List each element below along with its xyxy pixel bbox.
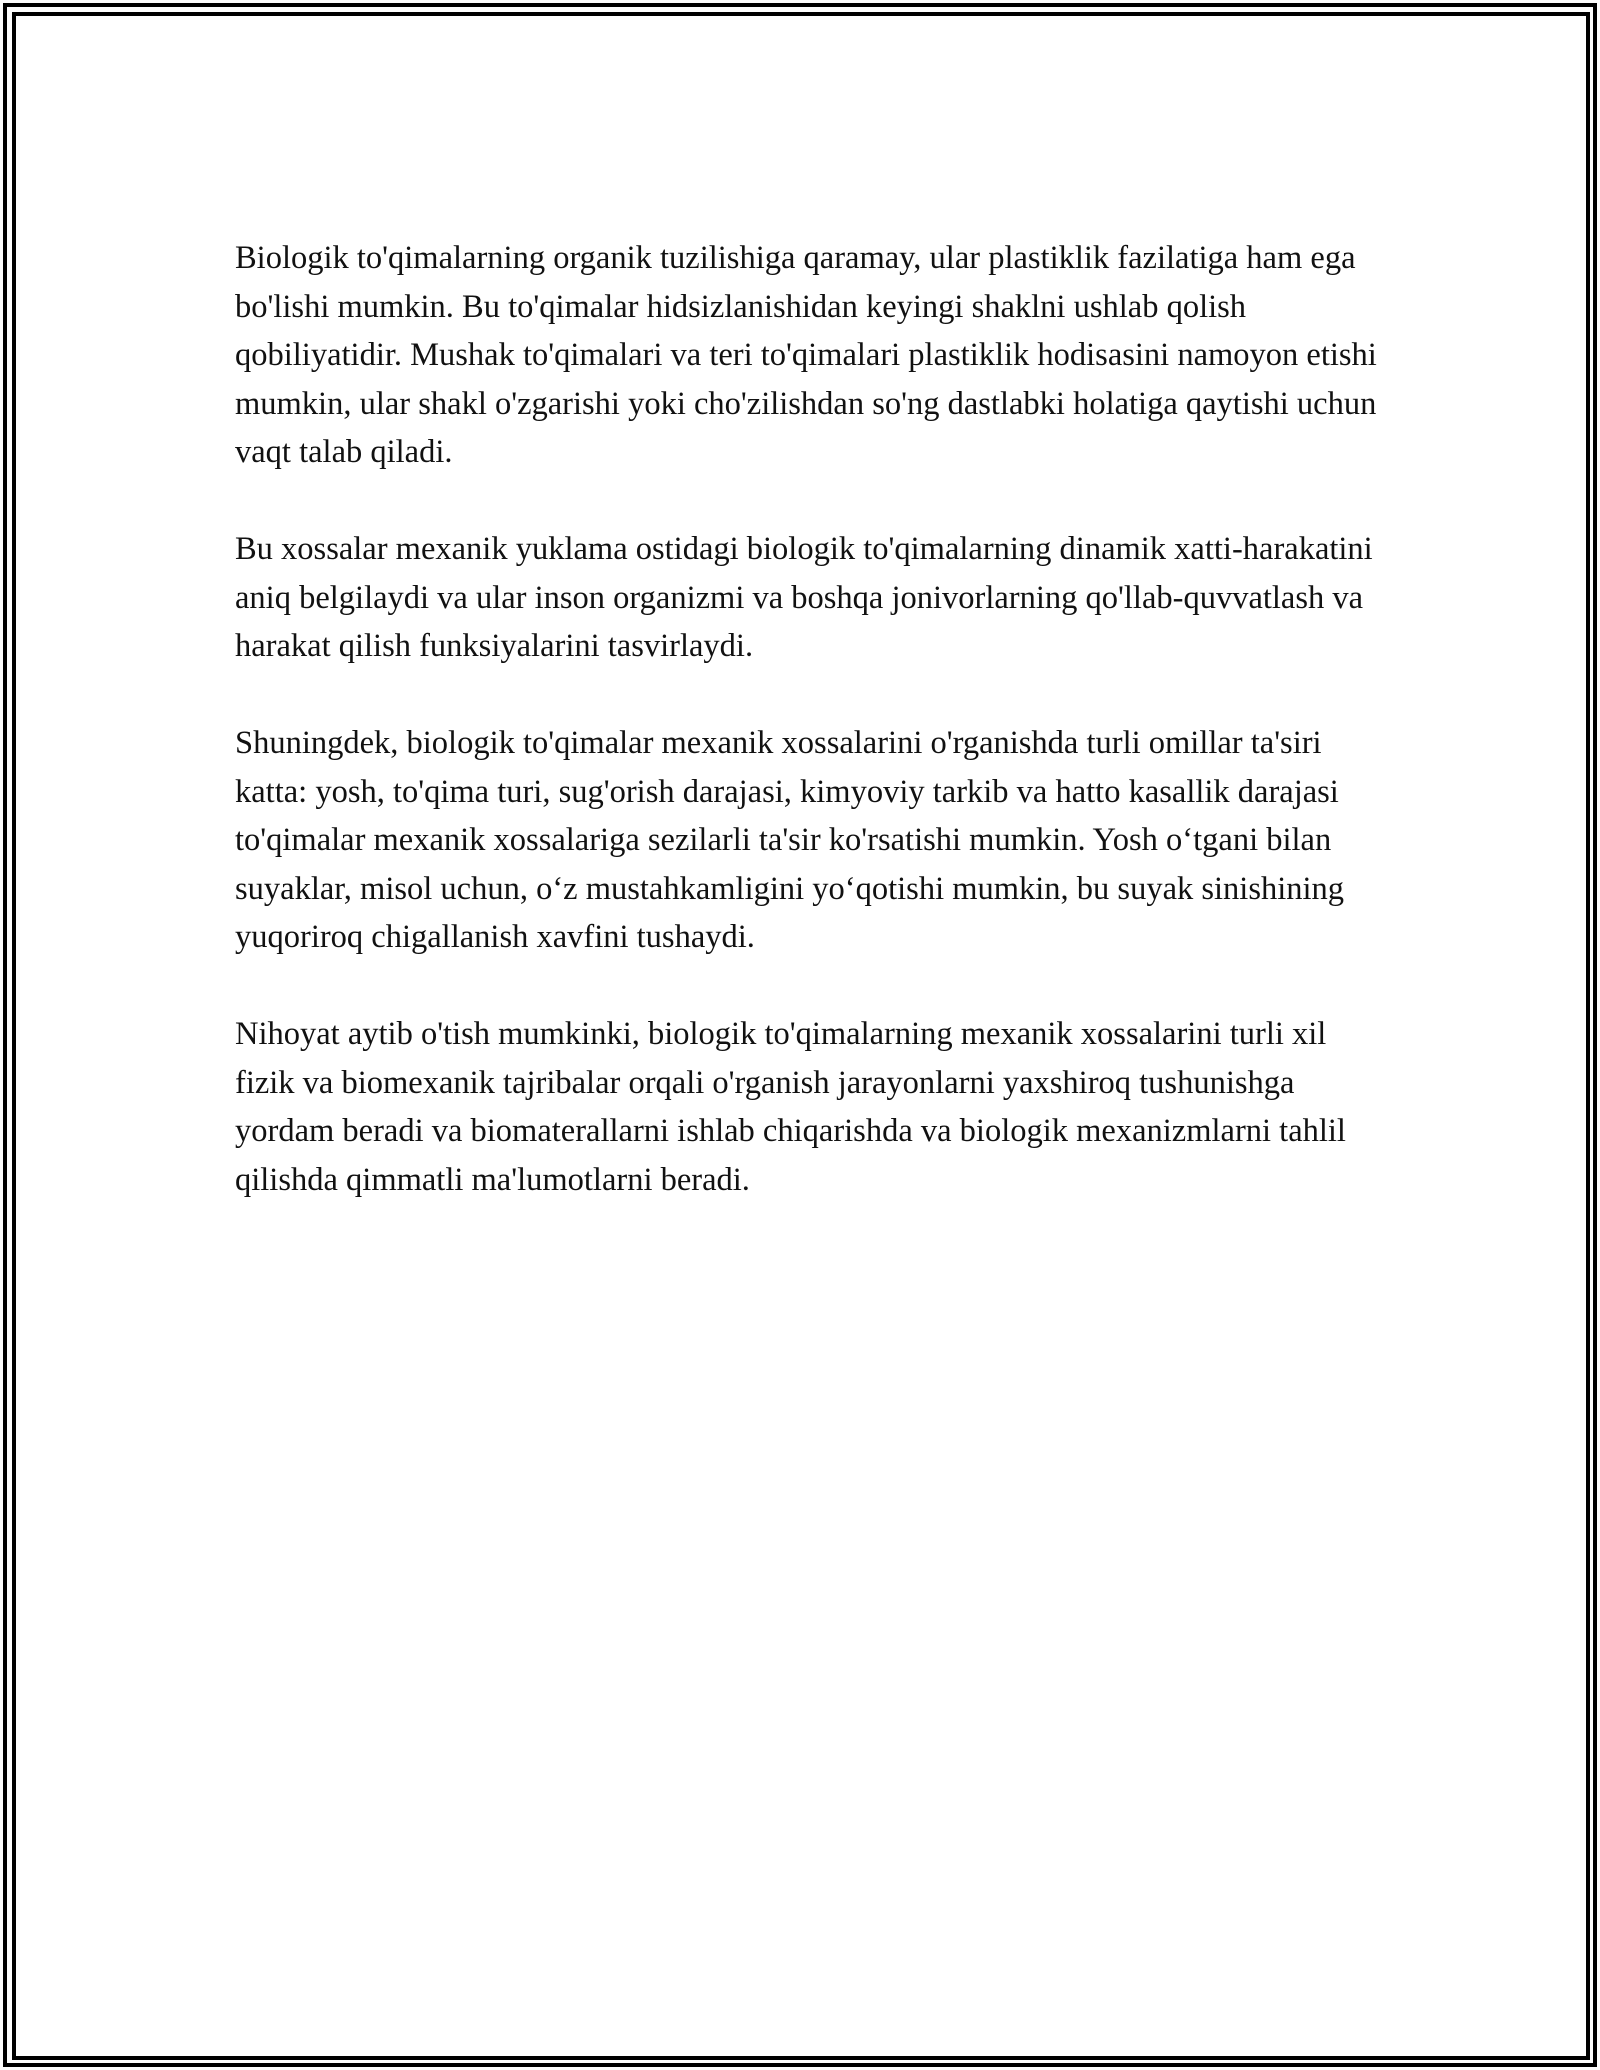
paragraph-1: Biologik to'qimalarning organik tuzilishiga qaramay, ular plastiklik fazilatiga ham ega bo'lishi mumkin. Bu to'qimalar hidsizlanishidan keyingi shaklni ushlab qolish qobiliyatidir. Mushak to'qimalari va teri to'qimalari plastiklik hodisasini namoyon etishi mumkin, ular shakl o'zgarishi yoki cho'zilishdan so'ng dastlabki holatiga qaytishi uchun vaqt talab qiladi. xyxy=(235,240,1377,470)
paragraph-3: Shuningdek, biologik to'qimalar mexanik xossalarini o'rganishda turli omillar ta'siri katta: yosh, to'qima turi, sug'orish darajasi, kimyoviy tarkib va hatto kasallik darajasi to'qimalar mexanik xossalariga sezilarli ta'sir ko'rsatishi mumkin. Yosh o‘tgani bilan suyaklar, misol uchun, o‘z mustahkamligini yo‘qotishi mumkin, bu suyak sinishining yuqoriroq chigallanish xavfini tushaydi. xyxy=(235,725,1345,955)
paragraph-4: Nihoyat aytib o'tish mumkinki, biologik to'qimalarning mexanik xossalarini turli xil fizik va biomexanik tajribalar orqali o'rganish jarayonlarni yaxshiroq tushunishga yordam beradi va biomaterallarni ishlab chiqarishda va biologik mexanizmlarni tahlil qilishda qimmatli ma'lumotlarni beradi. xyxy=(235,1016,1346,1198)
paragraph-2: Bu xossalar mexanik yuklama ostidagi biologik to'qimalarning dinamik xatti-harakatini aniq belgilaydi va ular inson organizmi va boshqa jonivorlarning qo'llab-quvvatlash va harakat qilish funksiyalarini tasvirlaydi. xyxy=(235,531,1373,664)
document-body xyxy=(235,234,1385,1253)
